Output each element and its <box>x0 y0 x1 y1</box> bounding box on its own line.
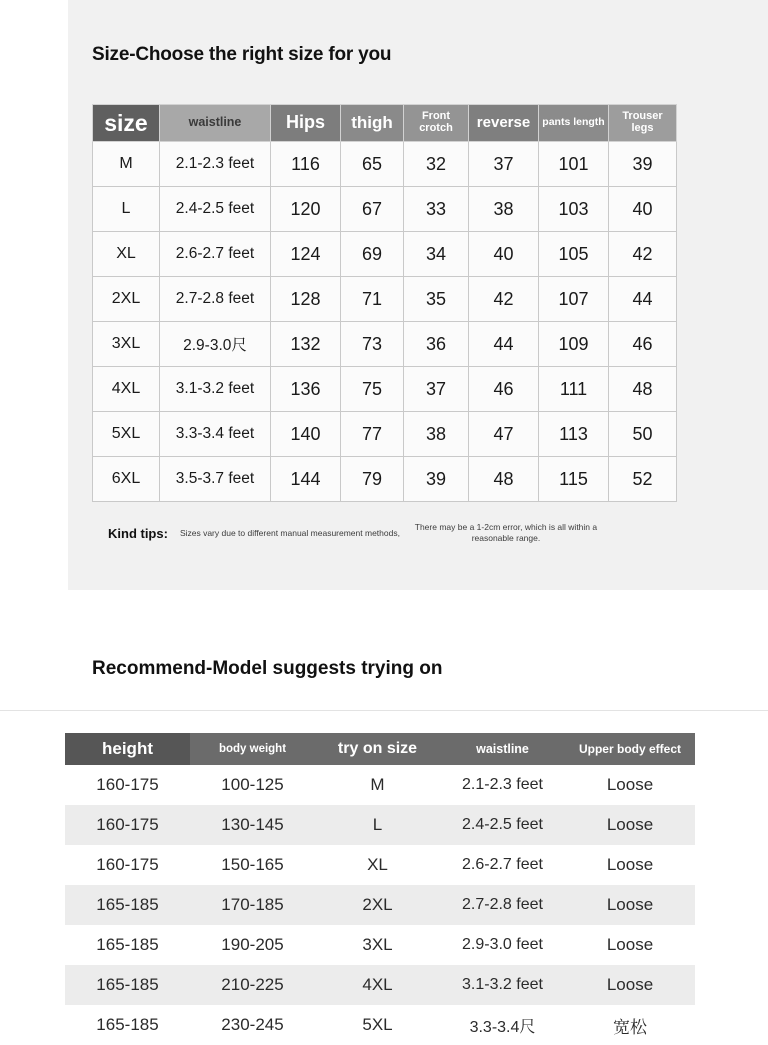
table-cell: 40 <box>609 187 677 232</box>
table-cell: 3.1-3.2 feet <box>462 976 543 993</box>
size-chart-table <box>92 104 677 502</box>
table-cell: 48 <box>609 367 677 412</box>
table-cell: 2XL <box>362 895 393 914</box>
table-cell: 2.1-2.3 feet <box>160 142 271 187</box>
table-cell: 3.1-3.2 feet <box>160 367 271 412</box>
table-cell: 107 <box>539 277 609 322</box>
size-section-panel <box>68 0 768 590</box>
table-cell: 71 <box>341 277 404 322</box>
size-chart-header-row <box>93 105 677 142</box>
column-header: height <box>65 733 190 765</box>
table-cell: 103 <box>539 187 609 232</box>
table-cell: 2.7-2.8 feet <box>160 277 271 322</box>
table-cell: 3XL <box>362 935 393 954</box>
table-cell: 101 <box>539 142 609 187</box>
table-row <box>93 367 677 412</box>
column-header: Hips <box>271 105 341 142</box>
table-cell: Loose <box>606 975 654 994</box>
column-header: Upper body effect <box>565 733 695 765</box>
table-cell: 36 <box>404 322 469 367</box>
table-cell: 100-125 <box>221 775 284 794</box>
table-cell: 44 <box>609 277 677 322</box>
table-cell: 144 <box>271 457 341 502</box>
table-row <box>65 805 695 845</box>
table-cell: 2.6-2.7 feet <box>462 856 543 873</box>
table-cell: 3.5-3.7 feet <box>160 457 271 502</box>
recommend-header-row <box>65 733 695 765</box>
table-cell: 46 <box>469 367 539 412</box>
table-cell: 65 <box>341 142 404 187</box>
table-cell: M <box>93 142 160 187</box>
table-cell: 130-145 <box>221 815 284 834</box>
table-cell: 75 <box>341 367 404 412</box>
table-cell: L <box>93 187 160 232</box>
size-section-title: Size-Choose the right size for you <box>92 44 392 65</box>
table-cell: XL <box>93 232 160 277</box>
column-header: thigh <box>341 105 404 142</box>
column-header: waistline <box>160 105 271 142</box>
table-cell: 42 <box>609 232 677 277</box>
table-cell: 160-175 <box>96 855 159 874</box>
table-cell: L <box>372 815 383 834</box>
table-cell: 113 <box>539 412 609 457</box>
table-cell: 2.7-2.8 feet <box>462 896 543 913</box>
table-cell: 35 <box>404 277 469 322</box>
table-cell: 2.9-3.0尺 <box>160 322 271 367</box>
table-cell: Loose <box>606 855 654 874</box>
table-cell: 5XL <box>93 412 160 457</box>
table-cell: 3.3-3.4尺 <box>469 1018 536 1036</box>
kind-tips-text-1: Sizes vary due to different manual measurement methods, <box>179 528 400 539</box>
table-cell: 67 <box>341 187 404 232</box>
table-cell: 50 <box>609 412 677 457</box>
table-cell: 190-205 <box>221 935 284 954</box>
table-cell: 5XL <box>362 1015 393 1034</box>
column-header: reverse <box>469 105 539 142</box>
column-header: try on size <box>315 733 440 765</box>
table-cell: Loose <box>606 775 654 794</box>
table-cell: 120 <box>271 187 341 232</box>
table-cell: M <box>370 775 385 794</box>
table-cell: 38 <box>404 412 469 457</box>
table-cell: 2XL <box>93 277 160 322</box>
table-cell: 109 <box>539 322 609 367</box>
table-cell: 79 <box>341 457 404 502</box>
table-cell: 37 <box>469 142 539 187</box>
table-cell: 47 <box>469 412 539 457</box>
table-cell: 48 <box>469 457 539 502</box>
table-cell: 6XL <box>93 457 160 502</box>
table-cell: 165-185 <box>96 895 159 914</box>
table-cell: 39 <box>404 457 469 502</box>
table-cell: 2.4-2.5 feet <box>160 187 271 232</box>
table-cell: 34 <box>404 232 469 277</box>
table-cell: 128 <box>271 277 341 322</box>
table-row <box>65 1005 695 1045</box>
column-header: pants length <box>539 105 609 142</box>
section-divider <box>0 710 768 711</box>
table-cell: 73 <box>341 322 404 367</box>
size-chart-body <box>93 142 677 502</box>
table-cell: 4XL <box>93 367 160 412</box>
table-cell: XL <box>367 855 388 874</box>
table-cell: 52 <box>609 457 677 502</box>
table-cell: Loose <box>606 895 654 914</box>
table-row <box>65 765 695 805</box>
table-row <box>65 965 695 1005</box>
table-row <box>93 277 677 322</box>
recommend-section-title: Recommend-Model suggests trying on <box>92 658 443 679</box>
table-cell: 33 <box>404 187 469 232</box>
table-cell: 111 <box>539 367 609 412</box>
table-row <box>65 925 695 965</box>
table-cell: 2.9-3.0 feet <box>462 936 543 953</box>
table-cell: 42 <box>469 277 539 322</box>
table-cell: 115 <box>539 457 609 502</box>
table-cell: 170-185 <box>221 895 284 914</box>
table-cell: 2.4-2.5 feet <box>462 816 543 833</box>
table-cell: 150-165 <box>221 855 284 874</box>
table-cell: 69 <box>341 232 404 277</box>
table-cell: Loose <box>606 935 654 954</box>
column-header: Trouser legs <box>609 105 677 142</box>
table-cell: 37 <box>404 367 469 412</box>
table-row <box>93 142 677 187</box>
table-cell: 40 <box>469 232 539 277</box>
column-header: size <box>93 105 160 142</box>
table-cell: 39 <box>609 142 677 187</box>
table-cell: 32 <box>404 142 469 187</box>
table-row <box>93 457 677 502</box>
kind-tips-label: Kind tips: <box>108 525 168 541</box>
table-cell: 165-185 <box>96 1015 159 1034</box>
table-row <box>65 845 695 885</box>
recommend-table-body <box>65 765 695 1045</box>
table-cell: 宽松 <box>613 1017 647 1037</box>
table-cell: 3XL <box>93 322 160 367</box>
table-cell: 210-225 <box>221 975 284 994</box>
table-row <box>93 187 677 232</box>
table-row <box>93 412 677 457</box>
table-cell: 2.1-2.3 feet <box>462 776 543 793</box>
recommend-table <box>65 733 695 1045</box>
column-header: body weight <box>190 733 315 765</box>
table-cell: 77 <box>341 412 404 457</box>
table-row <box>65 885 695 925</box>
table-cell: 132 <box>271 322 341 367</box>
table-cell: Loose <box>606 815 654 834</box>
table-cell: 3.3-3.4 feet <box>160 412 271 457</box>
column-header: Front crotch <box>404 105 469 142</box>
table-cell: 38 <box>469 187 539 232</box>
table-cell: 124 <box>271 232 341 277</box>
table-cell: 160-175 <box>96 815 159 834</box>
table-cell: 160-175 <box>96 775 159 794</box>
table-row <box>93 322 677 367</box>
table-cell: 140 <box>271 412 341 457</box>
table-cell: 44 <box>469 322 539 367</box>
table-cell: 230-245 <box>221 1015 284 1034</box>
table-cell: 165-185 <box>96 975 159 994</box>
kind-tips <box>108 522 768 545</box>
table-cell: 2.6-2.7 feet <box>160 232 271 277</box>
table-cell: 105 <box>539 232 609 277</box>
table-cell: 46 <box>609 322 677 367</box>
table-cell: 4XL <box>362 975 393 994</box>
table-row <box>93 232 677 277</box>
column-header: waistline <box>440 733 565 765</box>
table-cell: 116 <box>271 142 341 187</box>
table-cell: 165-185 <box>96 935 159 954</box>
kind-tips-text-2: There may be a 1-2cm error, which is all within a reasonable range. <box>414 522 598 544</box>
table-cell: 136 <box>271 367 341 412</box>
